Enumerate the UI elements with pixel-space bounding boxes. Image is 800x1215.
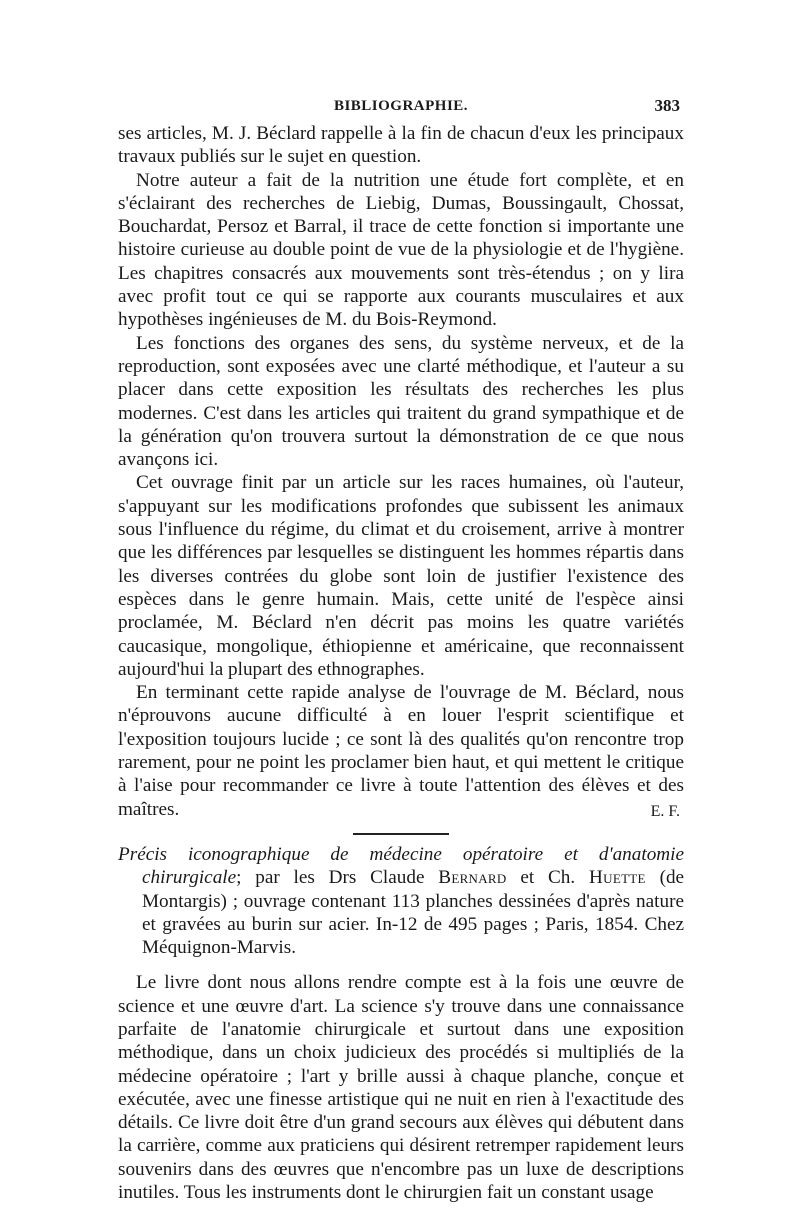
author-connector: et Ch. [520, 867, 576, 889]
entry-publication-details: (de Montargis) ; ouvrage contenant 113 planches dessinées d'après nature et gravées au burin sur acier. In-12 de 495 pages ; Paris, 1854. Chez Méquignon-Marvis. [142, 867, 685, 959]
review-signature: E. F. [650, 802, 680, 820]
review-paragraph: Le livre dont nous allons rendre compte est à la fois une œuvre de science et une œuvre d'art. La science s'y trouve dans une connaissance parfaite de l'anatomie chirurgicale et surtout dans une exposition méthodique, dans un choix judicieux des procédés si multipliés de la médecine opératoire ; l'art y brille aussi à chaque planche, conçue et exécutée, avec une finesse artistique qui ne nuit en rien à l'exactitude des détails. Ce livre doit être d'un grand secours aux élèves qui débutent dans la carrière, comme aux praticiens qui désirent retremper rapidement leurs souvenirs dans des œuvres que n'encombre pas un luxe de descriptions inutiles. Tous les instruments dont le chirurgien fait un constant usage [118, 972, 684, 1204]
paragraph-senses: Les fonctions des organes des sens, du système nerveux, et de la reproduction, sont exposées avec une clarté méthodique, et l'auteur a su placer dans cette exposition les résultats des recherches les plus modernes. C'est dans les articles qui traitent du grand sympathique et de la génération qu'on trouvera surtout la démonstration de ce que nous avançons ici. [118, 332, 684, 471]
running-head [118, 96, 684, 122]
bibliographic-entry [118, 843, 684, 959]
entry-by: ; par les [236, 867, 315, 889]
book-title: Précis iconographique de médecine opératoire et d'anatomie chirurgicale [118, 843, 684, 889]
paragraph-continuation: ses articles, M. J. Béclard rappelle à la fin de chacun d'eux les principaux travaux publiés sur le sujet en question. [118, 123, 684, 168]
author-1-last-name: Bernard [438, 867, 507, 889]
paragraph-races: Cet ouvrage finit par un article sur les races humaines, où l'auteur, s'appuyant sur les modifications profondes que subissent les animaux sous l'influence du régime, du climat et du croisement, arrive à montrer que les différences par lesquelles se distinguent les hommes répartis dans les diverses contrées du globe sont loin de justifier l'existence des espèces dans le genre humain. Mais, cette unité de l'espèce ainsi proclamée, M. Béclard n'en décrit pas moins les quatre variétés caucasique, mongolique, éthiopienne et américaine, que reconnaissent aujourd'hui la plupart des ethnographes. [118, 472, 684, 680]
doctors-prefix: Drs [328, 867, 357, 889]
author-1-first-name: Claude [370, 867, 425, 889]
section-divider [353, 833, 449, 835]
running-title: BIBLIOGRAPHIE. [333, 98, 469, 114]
closing-block [118, 681, 684, 821]
author-2-last-name: Huette [588, 867, 646, 889]
paragraph-conclusion: En terminant cette rapide analyse de l'ouvrage de M. Béclard, nous n'éprouvons aucune difficulté à en louer l'esprit scientifique et l'exposition toujours lucide ; ce sont là des qualités qu'on rencontre trop rarement, pour ne point les proclamer bien haut, et qui mettent le critique à l'aise pour recommander ce livre à toute l'attention des élèves et des maîtres. [118, 682, 684, 820]
page-number: 383 [654, 96, 680, 115]
book-page [118, 96, 684, 1204]
paragraph-nutrition: Notre auteur a fait de la nutrition une étude fort complète, et en s'éclairant des recherches de Liebig, Dumas, Boussingault, Chossat, Bouchardat, Persoz et Barral, il trace de cette fonction si importante une histoire curieuse au double point de vue de la physiologie et de l'hygiène. Les chapitres consacrés aux mouvements sont très-étendus ; on y lira avec profit tout ce qui se rapporte aux courants musculaires et aux hypothèses ingénieuses de M. du Bois-Reymond. [118, 169, 684, 331]
